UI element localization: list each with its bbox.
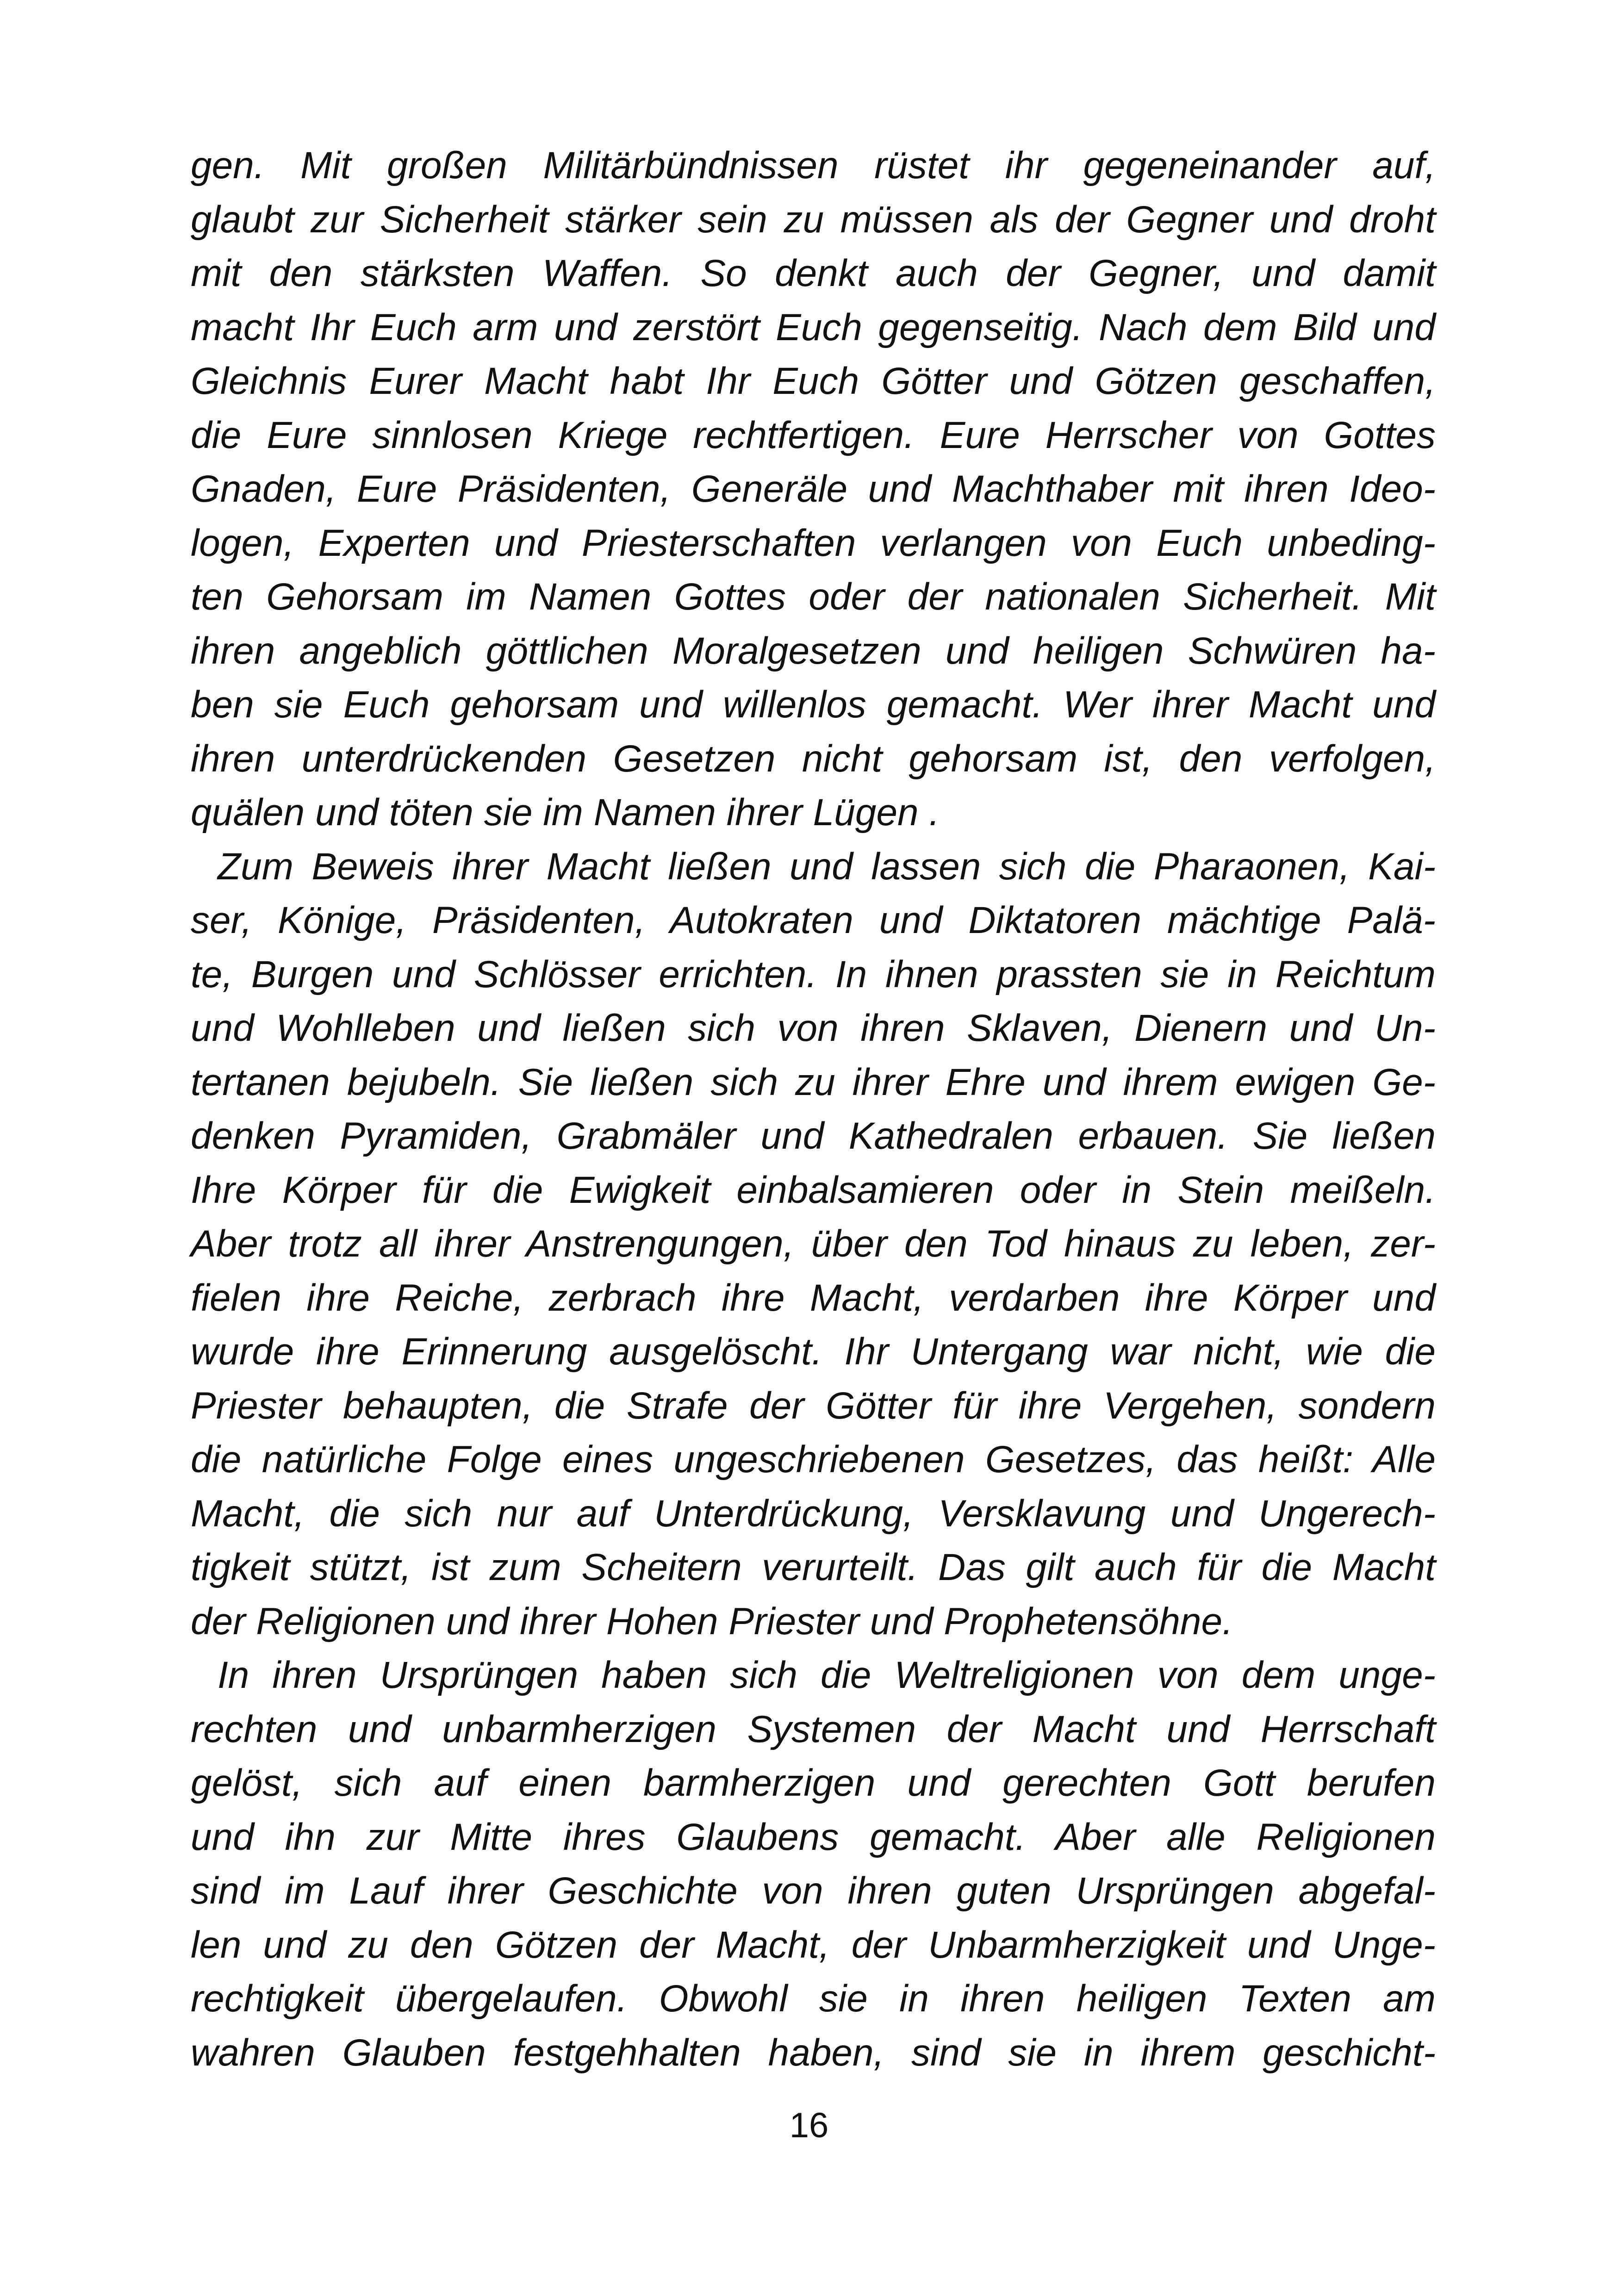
paragraph <box>191 1649 1436 2080</box>
text-line: glaubt zur Sicherheit stärker sein zu müssen als der Gegner und droht <box>191 198 1436 241</box>
text-line: te, Burgen und Schlösser errichten. In ihnen prassten sie in Reichtum <box>191 953 1436 996</box>
text-line: tertanen bejubeln. Sie ließen sich zu ihrer Ehre und ihrem ewigen Ge- <box>191 1061 1436 1103</box>
text-line: wahren Glauben festgehhalten haben, sind sie in ihrem geschicht- <box>191 2031 1436 2074</box>
text-line: die Eure sinnlosen Kriege rechtfertigen. Eure Herrscher von Gottes <box>191 414 1436 456</box>
text-line: Ihre Körper für die Ewigkeit einbalsamieren oder in Stein meißeln. <box>191 1169 1436 1211</box>
text-line: macht Ihr Euch arm und zerstört Euch gegenseitig. Nach dem Bild und <box>191 306 1436 348</box>
text-line: der Religionen und ihrer Hohen Priester und Prophetensöhne. <box>191 1600 1233 1643</box>
text-line: und Wohlleben und ließen sich von ihren Sklaven, Dienern und Un- <box>191 1007 1436 1049</box>
text-line: Gnaden, Eure Präsidenten, Generäle und Machthaber mit ihren Ideo- <box>191 468 1436 510</box>
text-line: und ihn zur Mitte ihres Glaubens gemacht. Aber alle Religionen <box>191 1816 1436 1858</box>
text-line: Aber trotz all ihrer Anstrengungen, über den Tod hinaus zu leben, zer- <box>191 1223 1436 1265</box>
text-line: In ihren Ursprüngen haben sich die Weltreligionen von dem unge- <box>218 1654 1436 1696</box>
text-line: Zum Beweis ihrer Macht ließen und lassen sich die Pharaonen, Kai- <box>218 845 1436 888</box>
text-line: gen. Mit großen Militärbündnissen rüstet ihr gegeneinander auf, <box>191 144 1436 187</box>
text-line: ser, Könige, Präsidenten, Autokraten und Diktatoren mächtige Palä- <box>191 899 1436 941</box>
text-line: Macht, die sich nur auf Unterdrückung, Versklavung und Ungerech- <box>191 1492 1436 1535</box>
text-line: gelöst, sich auf einen barmherzigen und gerechten Gott berufen <box>191 1762 1436 1804</box>
text-line: ihren unterdrückenden Gesetzen nicht gehorsam ist, den verfolgen, <box>191 737 1436 780</box>
text-line: denken Pyramiden, Grabmäler und Kathedralen erbauen. Sie ließen <box>191 1115 1436 1157</box>
page-number: 16 <box>789 2106 829 2145</box>
text-line: mit den stärksten Waffen. So denkt auch der Gegner, und damit <box>191 252 1436 294</box>
text-line: ben sie Euch gehorsam und willenlos gemacht. Wer ihrer Macht und <box>191 684 1436 726</box>
text-line: rechten und unbarmherzigen Systemen der Macht und Herrschaft <box>191 1708 1436 1750</box>
text-line: Priester behaupten, die Strafe der Götter für ihre Vergehen, sondern <box>191 1384 1436 1427</box>
text-line: wurde ihre Erinnerung ausgelöscht. Ihr Untergang war nicht, wie die <box>191 1331 1436 1373</box>
body-text <box>191 139 1436 2080</box>
text-line: Gleichnis Eurer Macht habt Ihr Euch Götter und Götzen geschaffen, <box>191 360 1436 402</box>
paragraph <box>191 139 1436 840</box>
text-line: ihren angeblich göttlichen Moralgesetzen und heiligen Schwüren ha- <box>191 629 1436 672</box>
text-line: ten Gehorsam im Namen Gottes oder der nationalen Sicherheit. Mit <box>191 576 1436 618</box>
text-line: len und zu den Götzen der Macht, der Unbarmherzigkeit und Unge- <box>191 1923 1436 1966</box>
text-line: fielen ihre Reiche, zerbrach ihre Macht, verdarben ihre Körper und <box>191 1276 1436 1319</box>
text-line: sind im Lauf ihrer Geschichte von ihren guten Ursprüngen abgefal- <box>191 1870 1436 1912</box>
text-line: quälen und töten sie im Namen ihrer Lügen . <box>191 791 940 834</box>
text-line: logen, Experten und Priesterschaften verlangen von Euch unbeding- <box>191 522 1436 564</box>
text-line: rechtigkeit übergelaufen. Obwohl sie in ihren heiligen Texten am <box>191 1978 1436 2020</box>
text-line: die natürliche Folge eines ungeschriebenen Gesetzes, das heißt: Alle <box>191 1438 1436 1481</box>
paragraph <box>191 840 1436 1649</box>
text-line: tigkeit stützt, ist zum Scheitern verurteilt. Das gilt auch für die Macht <box>191 1546 1436 1588</box>
